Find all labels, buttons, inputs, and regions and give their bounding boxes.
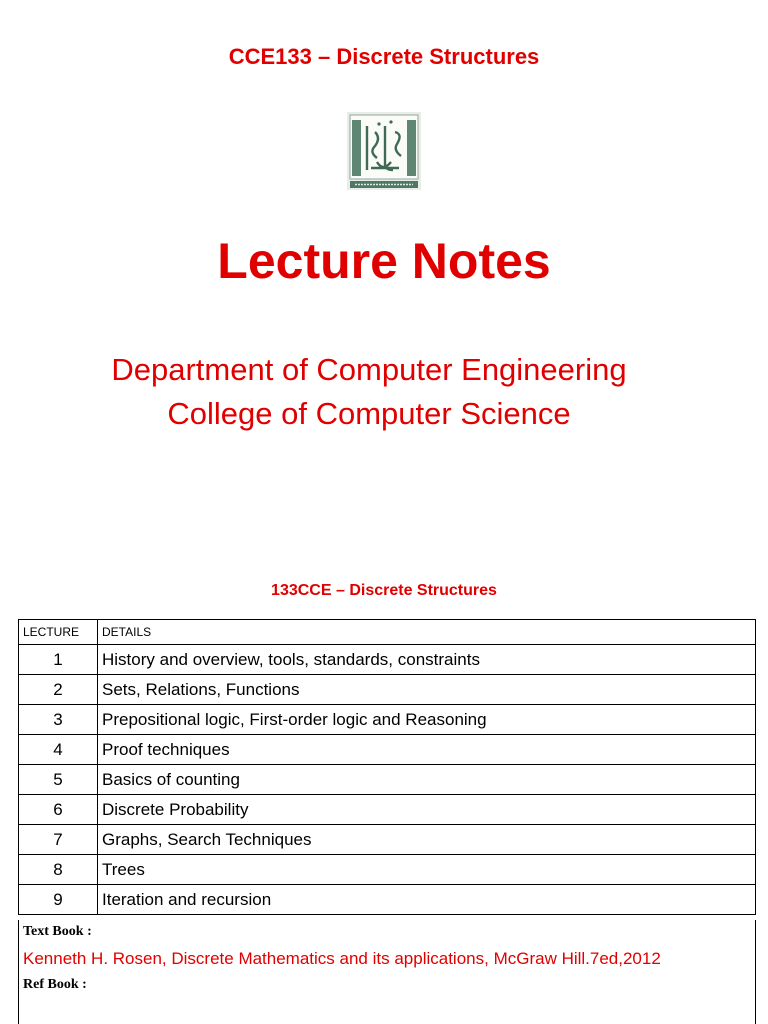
text-book-heading: Text Book : <box>23 924 92 939</box>
lecture-details: Graphs, Search Techniques <box>98 825 756 855</box>
table-caption: 133CCE – Discrete Structures <box>271 582 497 599</box>
text-book-reference: Kenneth H. Rosen, Discrete Mathematics and its applications, McGraw Hill.7ed,2012 <box>23 949 661 968</box>
header-lecture: LECTURE <box>19 620 98 645</box>
table-row <box>19 825 756 855</box>
lecture-details: History and overview, tools, standards, constraints <box>98 645 756 675</box>
books-section <box>18 920 756 1024</box>
lecture-number: 6 <box>19 795 98 825</box>
course-title: CCE133 – Discrete Structures <box>228 44 540 69</box>
header-details: DETAILS <box>98 620 756 645</box>
lecture-number: 5 <box>19 765 98 795</box>
lecture-details: Sets, Relations, Functions <box>98 675 756 705</box>
main-title: Lecture Notes <box>217 233 551 289</box>
lecture-number: 1 <box>19 645 98 675</box>
table-row <box>19 735 756 765</box>
table-header-row <box>19 620 756 645</box>
lecture-number: 4 <box>19 735 98 765</box>
lecture-details: Trees <box>98 855 756 885</box>
lecture-number: 7 <box>19 825 98 855</box>
lecture-details: Proof techniques <box>98 735 756 765</box>
ref-book-label: Ref Book <box>23 977 79 992</box>
table-row <box>19 795 756 825</box>
lecture-details: Discrete Probability <box>98 795 756 825</box>
university-logo-icon <box>347 112 421 190</box>
ref-book-heading: Ref Book : <box>23 977 87 992</box>
table-row <box>19 765 756 795</box>
table-row <box>19 705 756 735</box>
lecture-number: 3 <box>19 705 98 735</box>
table-row <box>19 675 756 705</box>
department-line: Department of Computer Engineering <box>111 352 627 387</box>
college-line: College of Computer Science <box>167 396 571 431</box>
lecture-number: 9 <box>19 885 98 915</box>
department-block <box>0 348 738 436</box>
lecture-details: Basics of counting <box>98 765 756 795</box>
table-row <box>19 885 756 915</box>
table-row <box>19 645 756 675</box>
lecture-details: Prepositional logic, First-order logic and Reasoning <box>98 705 756 735</box>
text-book-label: Text Book <box>23 924 84 939</box>
table-row <box>19 855 756 885</box>
lecture-table <box>18 619 756 915</box>
lecture-number: 2 <box>19 675 98 705</box>
lecture-number: 8 <box>19 855 98 885</box>
lecture-details: Iteration and recursion <box>98 885 756 915</box>
